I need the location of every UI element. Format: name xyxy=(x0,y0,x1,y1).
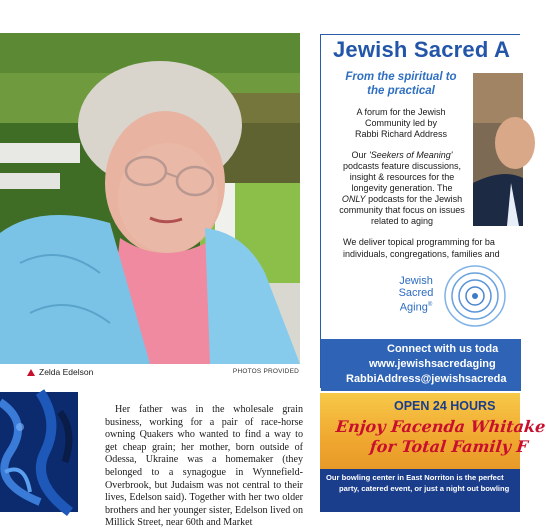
ad-family-line: for Total Family F xyxy=(369,437,529,456)
ad-headline: OPEN 24 HOURS xyxy=(394,399,496,413)
ad-contact-footer[interactable] xyxy=(321,339,521,391)
bowling-center-ad[interactable] xyxy=(320,393,546,512)
caption-name: Zelda Edelson xyxy=(39,367,94,377)
article-paragraph: Her father was in the wholesale grain business, working for a pair of race-horse owning Quakers who wanted to find a way to get cheap grain; her mother, born outside of Odessa, Ukraine was a homemaker (they belonged to a synagogue in Wynnefield-Overbrook, but Judaism was not central to their lives, Edelson said). Together with her two older brothers and her younger sister, Edelson lived on Millick Street, near 60th and Market xyxy=(105,404,303,529)
rabbi-portrait-photo xyxy=(473,73,523,226)
ad-forum-text: A forum for the Jewish Community led by Rabbi Richard Address xyxy=(354,107,448,139)
ad-bottom-text: Our bowling center in East Norriton is the perfect party, catered event, or just a night out bowling xyxy=(326,473,510,493)
jewish-sacred-aging-ad[interactable] xyxy=(320,34,520,388)
artwork-image xyxy=(0,392,78,512)
email-link[interactable]: RabbiAddress@jewishsacreda xyxy=(346,373,507,385)
triangle-marker-icon xyxy=(27,369,35,376)
ad-podcast-text: Our 'Seekers of Meaning' podcasts feature discussions, insight & resources for the longevity generation. The ONLY podcasts for the Jewish community that focus on issues related to aging xyxy=(339,150,465,226)
logo-text: Jewish Sacred Aging® xyxy=(398,275,434,314)
portrait-photo xyxy=(0,33,300,364)
photo-caption xyxy=(0,366,300,380)
connect-text: Connect with us toda xyxy=(387,343,499,355)
jewish-sacred-aging-logo xyxy=(391,263,521,331)
ad-deliver-text: We deliver topical programming for ba individuals, congregations, families and xyxy=(343,237,500,259)
ad-tagline: From the spiritual to the practical xyxy=(345,71,457,97)
spiral-logo-icon xyxy=(443,263,507,329)
ad-enjoy-line: Enjoy Facenda Whitake xyxy=(335,417,546,436)
photo-credit: PHOTOS PROVIDED xyxy=(232,368,299,375)
website-link[interactable]: www.jewishsacredaging xyxy=(369,358,496,370)
ad-title: Jewish Sacred A xyxy=(333,37,511,62)
